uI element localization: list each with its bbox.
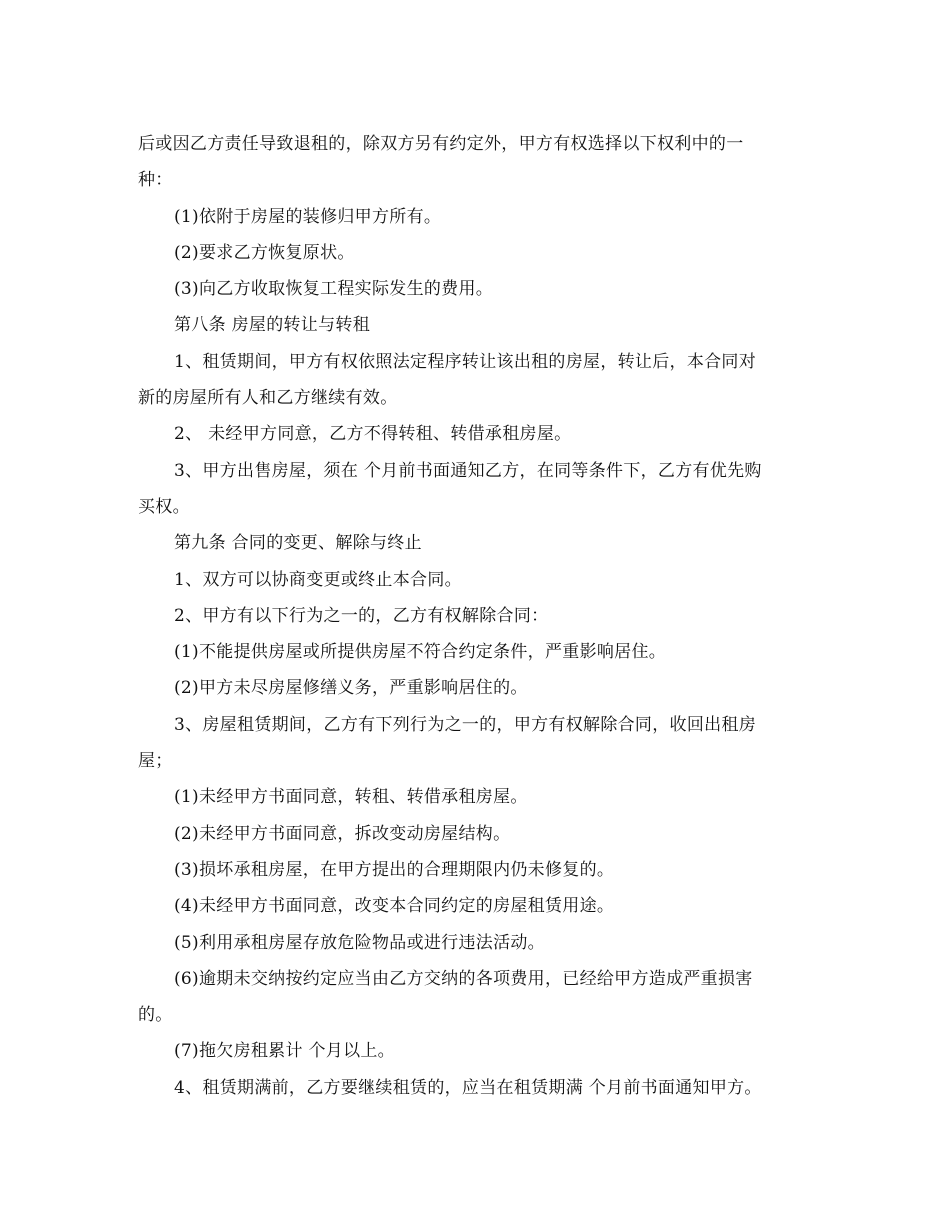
- list-item-9-2-1: (1)不能提供房屋或所提供房屋不符合约定条件，严重影响居住。: [174, 642, 667, 663]
- list-item-9-3-2: (2)未经甲方书面同意，拆改变动房屋结构。: [174, 823, 511, 844]
- clause-8-1: 1、租赁期间，甲方有权依照法定程序转让该出租的房屋，转让后，本合同对: [174, 351, 757, 372]
- list-item-9-3-6: (6)逾期未交纳按约定应当由乙方交纳的各项费用，已经给甲方造成严重损害: [174, 968, 753, 989]
- clause-9-3-cont: 屋；: [138, 751, 173, 772]
- list-item-9-2-2: (2)甲方未尽房屋修缮义务，严重影响居住的。: [174, 678, 528, 699]
- clause-8-2: 2、 未经甲方同意，乙方不得转租、转借承租房屋。: [174, 424, 572, 445]
- clause-9-2: 2、甲方有以下行为之一的，乙方有权解除合同：: [174, 605, 549, 626]
- section-heading-article-9: 第九条 合同的变更、解除与终止: [174, 533, 422, 554]
- list-item-restore: (2)要求乙方恢复原状。: [174, 242, 355, 263]
- list-item-9-3-7: (7)拖欠房租累计 个月以上。: [174, 1041, 395, 1062]
- clause-8-1-cont: 新的房屋所有人和乙方继续有效。: [138, 388, 398, 409]
- list-item-9-3-6-cont: 的。: [138, 1005, 173, 1026]
- text-line-2: 种：: [138, 170, 173, 191]
- list-item-decoration-owner: (1)依附于房屋的装修归甲方所有。: [174, 206, 442, 227]
- list-item-9-3-1: (1)未经甲方书面同意，转租、转借承租房屋。: [174, 787, 528, 808]
- list-item-9-3-5: (5)利用承租房屋存放危险物品或进行违法活动。: [174, 932, 545, 953]
- text-line-1: 后或因乙方责任导致退租的，除双方另有约定外，甲方有权选择以下权利中的一: [138, 134, 744, 154]
- section-heading-article-8: 第八条 房屋的转让与转租: [174, 315, 371, 336]
- list-item-restore-cost: (3)向乙方收取恢复工程实际发生的费用。: [174, 279, 494, 300]
- list-item-9-3-4: (4)未经甲方书面同意，改变本合同约定的房屋租赁用途。: [174, 896, 615, 917]
- clause-9-3: 3、房屋租赁期间，乙方有下列行为之一的，甲方有权解除合同，收回出租房: [174, 714, 757, 735]
- clause-8-3: 3、甲方出售房屋，须在 个月前书面通知乙方，在同等条件下，乙方有优先购: [174, 460, 762, 481]
- list-item-9-3-3: (3)损坏承租房屋，在甲方提出的合理期限内仍未修复的。: [174, 859, 615, 880]
- clause-9-4: 4、租赁期满前，乙方要继续租赁的，应当在租赁期满 个月前书面通知甲方。: [174, 1077, 762, 1098]
- clause-9-1: 1、双方可以协商变更或终止本合同。: [174, 569, 462, 590]
- clause-8-3-cont: 买权。: [138, 496, 190, 517]
- document-body: [138, 126, 808, 1106]
